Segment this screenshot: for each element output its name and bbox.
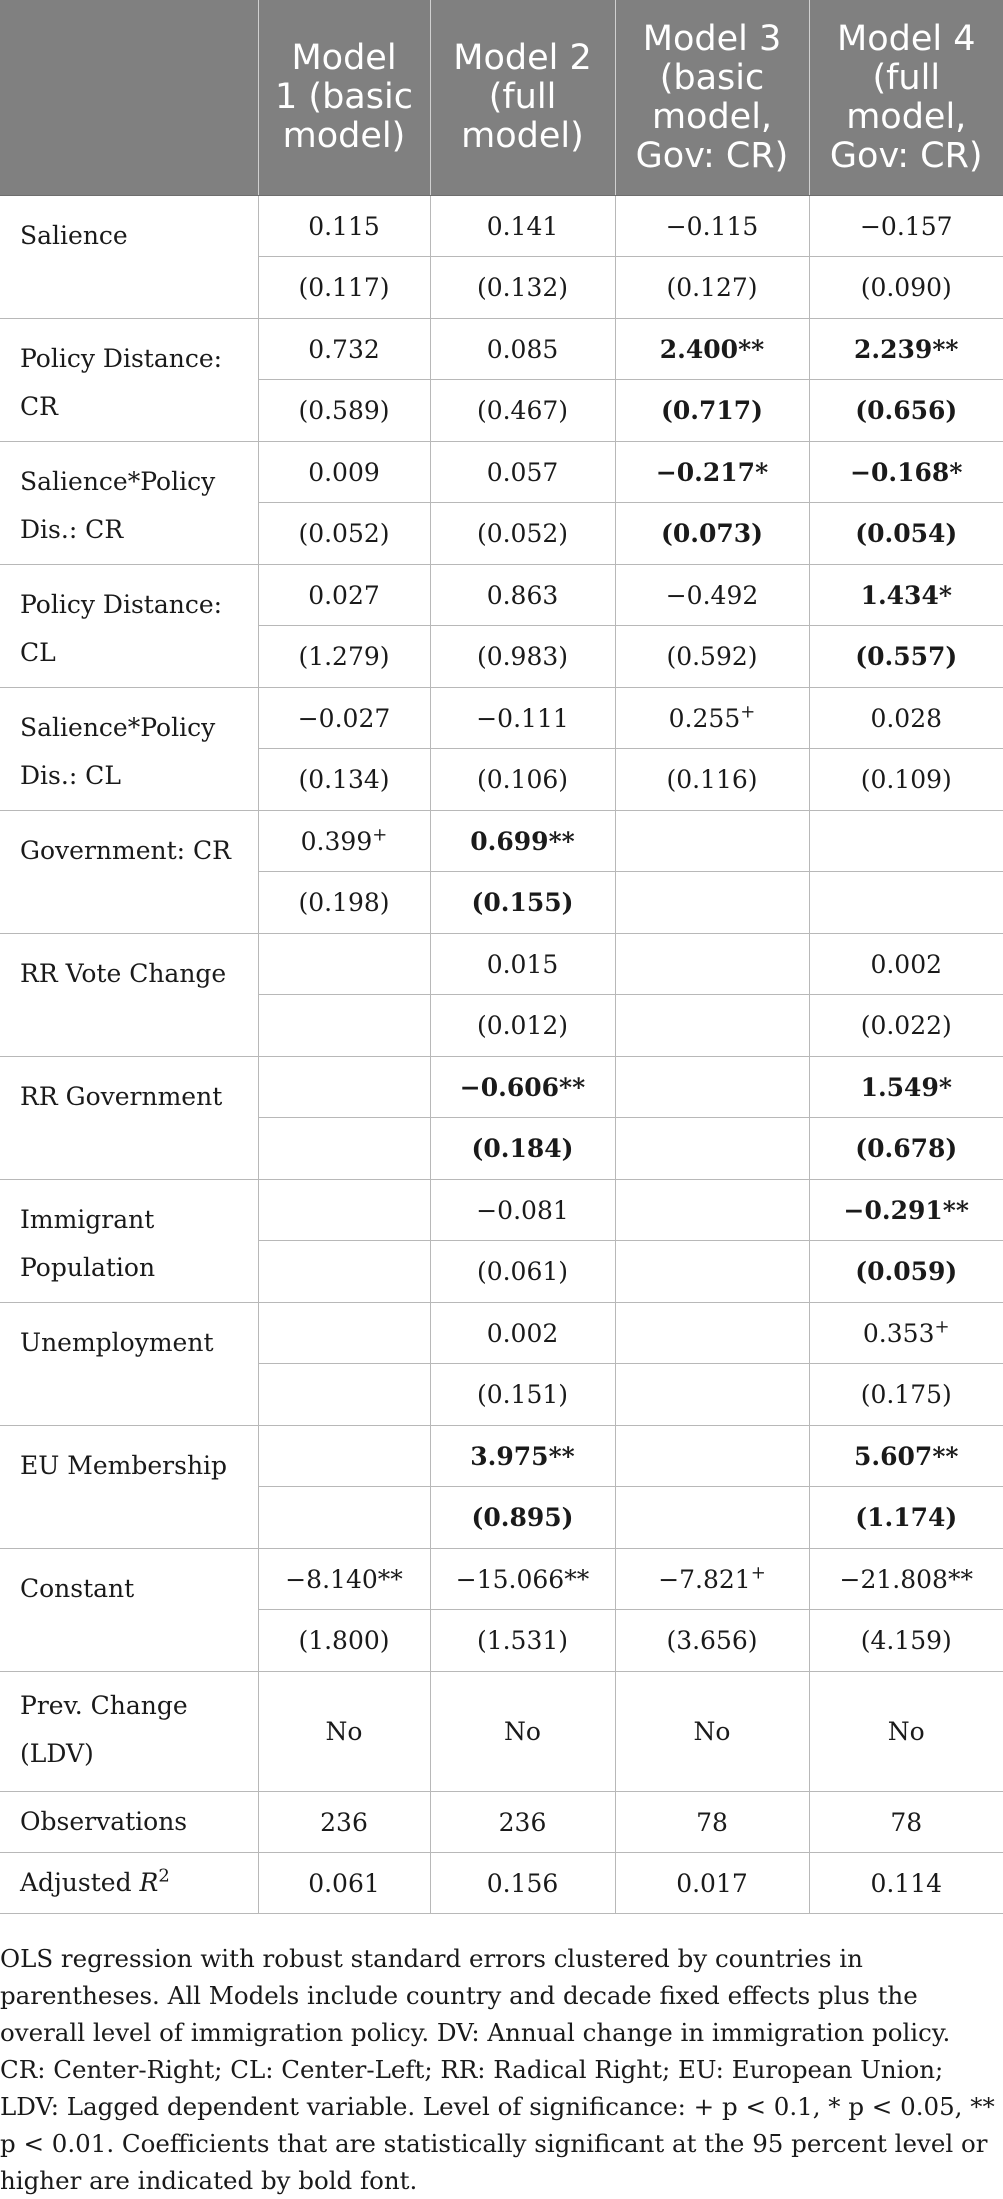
coefficient-value: −0.081 bbox=[476, 1195, 569, 1225]
footer-value: 78 bbox=[615, 1792, 809, 1853]
header-model-2 bbox=[430, 0, 615, 196]
std-error-cell bbox=[430, 380, 615, 442]
footer-label-text: Observations bbox=[20, 1807, 188, 1836]
std-error-cell bbox=[430, 1241, 615, 1303]
coefficient-cell bbox=[258, 1303, 430, 1364]
table-row bbox=[0, 1057, 1003, 1118]
coefficient-cell bbox=[430, 934, 615, 995]
coefficient-cell bbox=[258, 319, 430, 380]
coefficient-cell bbox=[430, 688, 615, 749]
coefficient-cell bbox=[258, 442, 430, 503]
std-error-cell bbox=[809, 503, 1003, 565]
coefficient-cell bbox=[430, 442, 615, 503]
table-row bbox=[0, 1549, 1003, 1610]
header-line: model) bbox=[461, 116, 584, 156]
coefficient-value: 1.549* bbox=[860, 1072, 952, 1102]
coefficient-cell bbox=[809, 196, 1003, 257]
table-body bbox=[0, 196, 1003, 1914]
std-error-value: (0.184) bbox=[471, 1134, 574, 1163]
coefficient-value: 0.057 bbox=[486, 457, 559, 487]
coefficient-cell bbox=[430, 565, 615, 626]
coefficient-cell bbox=[615, 196, 809, 257]
std-error-value: (0.090) bbox=[860, 273, 952, 302]
std-error-cell bbox=[430, 872, 615, 934]
coefficient-cell bbox=[430, 319, 615, 380]
std-error-value: (4.159) bbox=[860, 1626, 952, 1655]
coefficient-cell bbox=[809, 811, 1003, 872]
coefficient-value: −0.606** bbox=[459, 1072, 586, 1102]
coefficient-value: −0.115 bbox=[665, 211, 759, 241]
coefficient-value: 0.115 bbox=[308, 211, 380, 241]
coefficient-cell bbox=[430, 1549, 615, 1610]
variable-label: Unemployment bbox=[0, 1303, 258, 1426]
std-error-cell bbox=[258, 1364, 430, 1426]
coefficient-cell bbox=[258, 1549, 430, 1610]
std-error-cell bbox=[430, 1610, 615, 1672]
std-error-value: (0.592) bbox=[666, 642, 758, 671]
footer-label-text: Adjusted R bbox=[20, 1868, 159, 1897]
std-error-cell bbox=[258, 380, 430, 442]
std-error-cell bbox=[809, 626, 1003, 688]
footer-value: No bbox=[615, 1672, 809, 1792]
table-row bbox=[0, 1426, 1003, 1487]
coefficient-cell bbox=[615, 442, 809, 503]
header-line: (full bbox=[872, 57, 941, 98]
significance-marker: + bbox=[934, 1316, 950, 1338]
std-error-cell bbox=[258, 1610, 430, 1672]
std-error-cell bbox=[809, 872, 1003, 934]
footer-value: No bbox=[809, 1672, 1003, 1792]
footer-row bbox=[0, 1853, 1003, 1914]
variable-label: Salience bbox=[0, 196, 258, 319]
coefficient-cell bbox=[809, 688, 1003, 749]
coefficient-cell bbox=[615, 565, 809, 626]
significance-marker: + bbox=[750, 1562, 766, 1584]
std-error-value: (0.155) bbox=[471, 888, 574, 917]
std-error-value: (0.109) bbox=[860, 765, 952, 794]
variable-label: Policy Distance: CR bbox=[0, 319, 258, 442]
coefficient-value: 0.015 bbox=[486, 949, 559, 979]
std-error-value: (0.073) bbox=[661, 519, 763, 548]
variable-label: Government: CR bbox=[0, 811, 258, 934]
coefficient-cell bbox=[258, 1426, 430, 1487]
coefficient-value: −0.027 bbox=[297, 703, 391, 733]
std-error-cell bbox=[809, 257, 1003, 319]
variable-label: RR Vote Change bbox=[0, 934, 258, 1057]
coefficient-value: 0.027 bbox=[308, 580, 380, 610]
std-error-cell bbox=[615, 257, 809, 319]
footnote-text: OLS regression with robust standard errors clustered by countries in parentheses. All Models include country and decade fixed effects plus the overall level of immigration policy. DV: Annual change in immigration policy. CR: Center-Right; CL: Center-Left; RR: Radical Right; EU: European Union; LDV: Lagged dependent variable. Level of significance: + p < 0.1, * p < 0.05, ** p < 0.01. Coefficients that are statistically significant at the 95 percent level or higher are indicated by bold font. bbox=[0, 1944, 995, 2195]
std-error-cell bbox=[615, 1241, 809, 1303]
header-corner bbox=[0, 0, 258, 196]
header-model-1 bbox=[258, 0, 430, 196]
variable-label: EU Membership bbox=[0, 1426, 258, 1549]
coefficient-cell bbox=[809, 1303, 1003, 1364]
std-error-cell bbox=[430, 1364, 615, 1426]
std-error-cell bbox=[809, 1364, 1003, 1426]
coefficient-cell bbox=[809, 1549, 1003, 1610]
std-error-value: (0.895) bbox=[471, 1503, 574, 1532]
coefficient-cell bbox=[615, 934, 809, 995]
std-error-value: (0.061) bbox=[476, 1257, 569, 1286]
std-error-value: (0.052) bbox=[298, 519, 390, 548]
header-model-4 bbox=[809, 0, 1003, 196]
std-error-value: (0.059) bbox=[855, 1257, 958, 1286]
coefficient-cell bbox=[615, 688, 809, 749]
std-error-value: (0.106) bbox=[476, 765, 569, 794]
std-error-value: (1.531) bbox=[476, 1626, 569, 1655]
table-footnote bbox=[0, 1940, 1003, 2199]
coefficient-value: −7.821 bbox=[658, 1564, 751, 1594]
std-error-cell bbox=[615, 380, 809, 442]
std-error-value: (0.198) bbox=[298, 888, 390, 917]
std-error-value: (3.656) bbox=[666, 1626, 758, 1655]
std-error-value: (1.800) bbox=[298, 1626, 390, 1655]
coefficient-cell bbox=[615, 1549, 809, 1610]
coefficient-cell bbox=[430, 196, 615, 257]
coefficient-value: 0.399 bbox=[300, 826, 373, 856]
header-line: Model 2 bbox=[453, 38, 592, 78]
std-error-cell bbox=[258, 749, 430, 811]
coefficient-value: −0.492 bbox=[665, 580, 759, 610]
coefficient-cell bbox=[809, 565, 1003, 626]
std-error-cell bbox=[615, 1364, 809, 1426]
coefficient-value: 2.400** bbox=[659, 334, 765, 364]
coefficient-value: 0.085 bbox=[486, 334, 559, 364]
table-header-row bbox=[0, 0, 1003, 196]
coefficient-cell bbox=[615, 1303, 809, 1364]
coefficient-value: 0.141 bbox=[486, 211, 559, 241]
coefficient-value: −0.111 bbox=[476, 703, 569, 733]
footer-value: 236 bbox=[430, 1792, 615, 1853]
std-error-cell bbox=[615, 503, 809, 565]
std-error-cell bbox=[430, 1487, 615, 1549]
footer-value: 0.017 bbox=[615, 1853, 809, 1914]
std-error-value: (0.557) bbox=[855, 642, 958, 671]
coefficient-cell bbox=[258, 688, 430, 749]
coefficient-value: 0.353 bbox=[862, 1318, 935, 1348]
table-row bbox=[0, 688, 1003, 749]
footer-value: 236 bbox=[258, 1792, 430, 1853]
std-error-value: (0.467) bbox=[476, 396, 569, 425]
std-error-value: (1.174) bbox=[855, 1503, 958, 1532]
footer-value: 0.156 bbox=[430, 1853, 615, 1914]
footer-label-superscript: 2 bbox=[158, 1865, 170, 1887]
std-error-value: (0.678) bbox=[855, 1134, 958, 1163]
coefficient-value: 2.239** bbox=[854, 334, 959, 364]
coefficient-value: −15.066** bbox=[455, 1564, 590, 1594]
header-line: model, bbox=[651, 96, 773, 137]
header-line: model, bbox=[846, 96, 967, 137]
std-error-cell bbox=[258, 503, 430, 565]
std-error-value: (0.052) bbox=[476, 519, 569, 548]
footer-value: 78 bbox=[809, 1792, 1003, 1853]
std-error-cell bbox=[809, 749, 1003, 811]
coefficient-value: 0.002 bbox=[870, 949, 943, 979]
coefficient-cell bbox=[809, 442, 1003, 503]
coefficient-value: 0.699** bbox=[470, 826, 575, 856]
coefficient-value: −0.168* bbox=[850, 457, 963, 487]
coefficient-cell bbox=[258, 934, 430, 995]
std-error-cell bbox=[615, 872, 809, 934]
footer-label-text: Prev. Change (LDV) bbox=[20, 1691, 188, 1768]
header-line: Model 3 bbox=[642, 18, 782, 59]
coefficient-value: −0.217* bbox=[655, 457, 769, 487]
std-error-cell bbox=[430, 995, 615, 1057]
std-error-value: (0.175) bbox=[860, 1380, 952, 1409]
std-error-value: (0.054) bbox=[855, 519, 958, 548]
std-error-cell bbox=[258, 872, 430, 934]
std-error-cell bbox=[809, 1241, 1003, 1303]
coefficient-value: −8.140** bbox=[285, 1564, 403, 1594]
std-error-cell bbox=[430, 257, 615, 319]
coefficient-cell bbox=[615, 1426, 809, 1487]
coefficient-value: 5.607** bbox=[854, 1441, 959, 1471]
coefficient-cell bbox=[258, 196, 430, 257]
coefficient-cell bbox=[430, 811, 615, 872]
std-error-cell bbox=[430, 749, 615, 811]
header-line: model) bbox=[282, 116, 406, 156]
coefficient-value: −21.808** bbox=[839, 1564, 973, 1594]
coefficient-cell bbox=[809, 934, 1003, 995]
std-error-value: (0.012) bbox=[476, 1011, 569, 1040]
table-row bbox=[0, 934, 1003, 995]
std-error-value: (0.132) bbox=[476, 273, 569, 302]
footer-label bbox=[0, 1853, 258, 1914]
std-error-value: (0.656) bbox=[855, 396, 958, 425]
footer-value: 0.061 bbox=[258, 1853, 430, 1914]
significance-marker: + bbox=[372, 824, 388, 846]
coefficient-value: −0.157 bbox=[859, 211, 953, 241]
coefficient-cell bbox=[615, 1180, 809, 1241]
std-error-cell bbox=[809, 1610, 1003, 1672]
std-error-cell bbox=[809, 380, 1003, 442]
header-line: 1 (basic bbox=[275, 77, 413, 117]
std-error-cell bbox=[615, 995, 809, 1057]
coefficient-value: 3.975** bbox=[470, 1441, 575, 1471]
table-row bbox=[0, 565, 1003, 626]
coefficient-cell bbox=[809, 1057, 1003, 1118]
footer-label bbox=[0, 1792, 258, 1853]
std-error-value: (0.983) bbox=[476, 642, 569, 671]
footer-row bbox=[0, 1672, 1003, 1792]
std-error-cell bbox=[809, 995, 1003, 1057]
std-error-cell bbox=[615, 626, 809, 688]
std-error-value: (0.127) bbox=[666, 273, 758, 302]
significance-marker: + bbox=[740, 701, 756, 723]
coefficient-value: −0.291** bbox=[843, 1195, 969, 1225]
std-error-value: (0.589) bbox=[298, 396, 390, 425]
coefficient-cell bbox=[430, 1303, 615, 1364]
footer-row bbox=[0, 1792, 1003, 1853]
std-error-cell bbox=[430, 503, 615, 565]
variable-label: RR Government bbox=[0, 1057, 258, 1180]
header-line: Gov: CR) bbox=[635, 135, 789, 176]
footer-value: 0.114 bbox=[809, 1853, 1003, 1914]
std-error-value: (0.116) bbox=[666, 765, 758, 794]
coefficient-cell bbox=[809, 1180, 1003, 1241]
coefficient-cell bbox=[258, 1180, 430, 1241]
coefficient-cell bbox=[809, 1426, 1003, 1487]
footer-value: No bbox=[430, 1672, 615, 1792]
std-error-cell bbox=[615, 1118, 809, 1180]
header-line: Model 4 bbox=[837, 18, 976, 59]
table-row bbox=[0, 1180, 1003, 1241]
std-error-value: (0.022) bbox=[860, 1011, 952, 1040]
table-row bbox=[0, 442, 1003, 503]
coefficient-cell bbox=[258, 811, 430, 872]
std-error-cell bbox=[258, 257, 430, 319]
std-error-cell bbox=[615, 1610, 809, 1672]
coefficient-cell bbox=[430, 1426, 615, 1487]
variable-label: Salience*Policy Dis.: CR bbox=[0, 442, 258, 565]
std-error-cell bbox=[615, 749, 809, 811]
footer-value: No bbox=[258, 1672, 430, 1792]
table-row bbox=[0, 196, 1003, 257]
std-error-value: (0.117) bbox=[298, 273, 390, 302]
variable-label: Constant bbox=[0, 1549, 258, 1672]
header-model-3 bbox=[615, 0, 809, 196]
std-error-cell bbox=[615, 1487, 809, 1549]
std-error-value: (0.717) bbox=[661, 396, 763, 425]
variable-label: Policy Distance: CL bbox=[0, 565, 258, 688]
coefficient-cell bbox=[430, 1057, 615, 1118]
header-line: (full bbox=[488, 77, 557, 117]
coefficient-cell bbox=[809, 319, 1003, 380]
coefficient-value: 0.732 bbox=[308, 334, 380, 364]
variable-label: Salience*Policy Dis.: CL bbox=[0, 688, 258, 811]
std-error-cell bbox=[258, 1241, 430, 1303]
coefficient-value: 1.434* bbox=[860, 580, 952, 610]
coefficient-cell bbox=[615, 811, 809, 872]
std-error-cell bbox=[258, 1118, 430, 1180]
coefficient-cell bbox=[615, 319, 809, 380]
coefficient-value: 0.255 bbox=[668, 703, 741, 733]
std-error-value: (0.151) bbox=[476, 1380, 569, 1409]
std-error-cell bbox=[430, 1118, 615, 1180]
header-line: Gov: CR) bbox=[829, 135, 983, 176]
coefficient-value: 0.002 bbox=[486, 1318, 559, 1348]
std-error-cell bbox=[430, 626, 615, 688]
table-row bbox=[0, 811, 1003, 872]
coefficient-value: 0.863 bbox=[486, 580, 559, 610]
coefficient-value: 0.028 bbox=[870, 703, 943, 733]
std-error-cell bbox=[809, 1118, 1003, 1180]
header-line: Model bbox=[291, 38, 397, 78]
std-error-cell bbox=[258, 995, 430, 1057]
std-error-value: (0.134) bbox=[298, 765, 390, 794]
variable-label: Immigrant Population bbox=[0, 1180, 258, 1303]
coefficient-cell bbox=[430, 1180, 615, 1241]
std-error-cell bbox=[809, 1487, 1003, 1549]
coefficient-value: 0.009 bbox=[308, 457, 380, 487]
table-row bbox=[0, 319, 1003, 380]
coefficient-cell bbox=[258, 1057, 430, 1118]
footer-label bbox=[0, 1672, 258, 1792]
coefficient-cell bbox=[258, 565, 430, 626]
table-row bbox=[0, 1303, 1003, 1364]
header-line: (basic bbox=[659, 57, 765, 98]
std-error-value: (1.279) bbox=[298, 642, 390, 671]
std-error-cell bbox=[258, 626, 430, 688]
coefficient-cell bbox=[615, 1057, 809, 1118]
std-error-cell bbox=[258, 1487, 430, 1549]
